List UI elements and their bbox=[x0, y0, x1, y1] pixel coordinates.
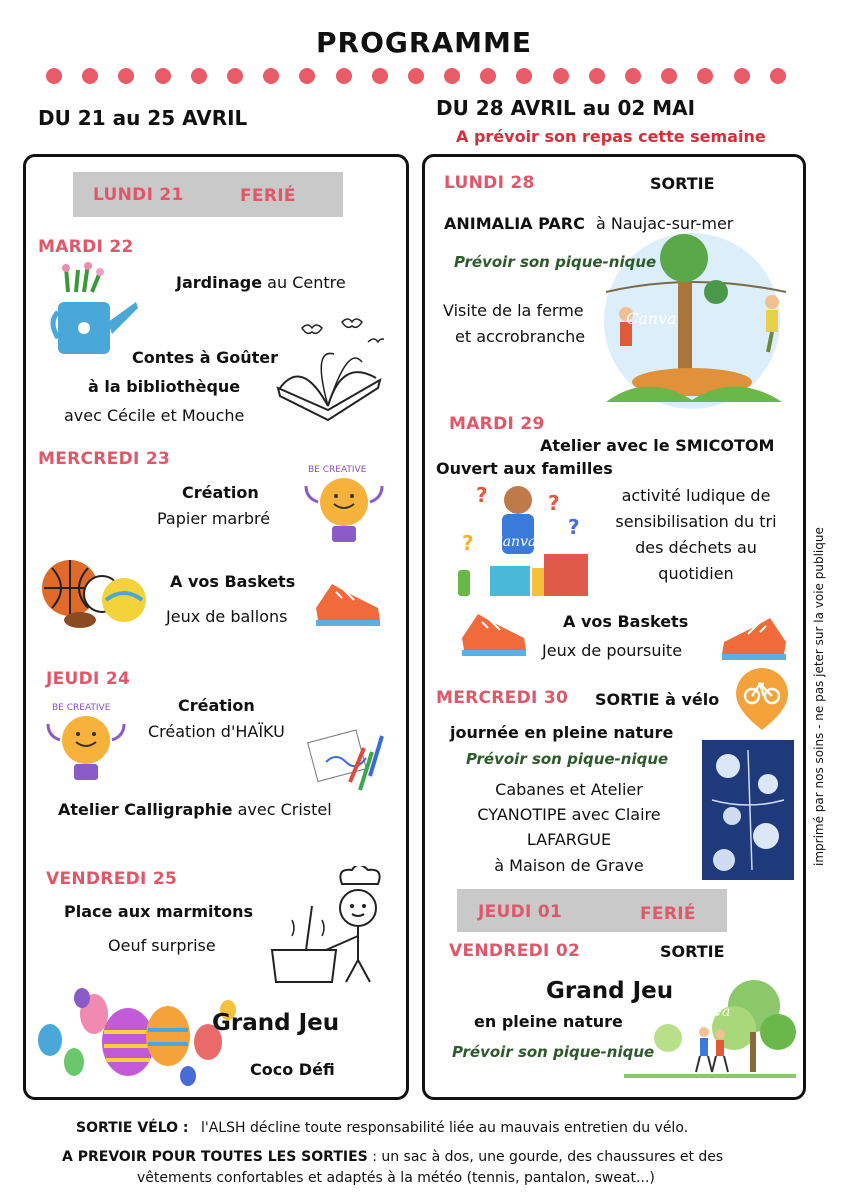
activity-contes-place: à la bibliothèque bbox=[88, 377, 241, 396]
activity-baskets2-sub: Jeux de poursuite bbox=[542, 641, 683, 660]
svg-text:Canva: Canva bbox=[492, 534, 537, 550]
sneaker-icon bbox=[458, 608, 530, 660]
desc-tri-4: quotidien bbox=[658, 564, 734, 583]
picnic-note-1: Prévoir son pique-nique bbox=[454, 253, 657, 271]
activity-jardinage bbox=[176, 273, 346, 292]
dot-divider bbox=[46, 68, 786, 86]
activity-smicotom-title: Atelier avec le SMICOTOM bbox=[540, 436, 775, 455]
ferie-tag-2: FERIÉ bbox=[640, 904, 696, 924]
activity-calligraphie-rest: avec Cristel bbox=[237, 800, 332, 819]
day-mercredi-30: MERCREDI 30 bbox=[436, 688, 569, 708]
svg-text:?: ? bbox=[462, 531, 474, 555]
footer-line-3: vêtements confortables et adaptés à la météo (tennis, pantalon, sweat...) bbox=[137, 1170, 655, 1186]
week2-note: A prévoir son repas cette semaine bbox=[456, 127, 766, 146]
activity-smicotom-sub: Ouvert aux familles bbox=[436, 459, 613, 478]
activity-calligraphie-bold: Atelier Calligraphie bbox=[58, 800, 233, 819]
desc-cabanes-2: CYANOTIPE avec Claire bbox=[477, 805, 661, 824]
balls-icon bbox=[40, 556, 152, 630]
pencils-icon bbox=[306, 722, 388, 794]
chef-icon bbox=[266, 866, 386, 984]
line-pleine-nature: journée en pleine nature bbox=[450, 723, 674, 742]
ferie-tag: FERIÉ bbox=[240, 186, 296, 206]
picnic-note-2: Prévoir son pique-nique bbox=[466, 750, 669, 768]
svg-text:BE CREATIVE: BE CREATIVE bbox=[52, 703, 111, 713]
sortie-tag-2: SORTIE bbox=[660, 942, 725, 961]
activity-creation2-sub: Création d'HAÏKU bbox=[148, 722, 285, 741]
activity-creation2-title: Création bbox=[178, 696, 255, 715]
footer-line-1 bbox=[76, 1120, 688, 1136]
place-animalia bbox=[444, 214, 733, 233]
lightbulb-icon bbox=[298, 458, 390, 550]
recycling-image bbox=[452, 480, 600, 602]
cyanotype-image bbox=[702, 740, 794, 880]
day-jeudi-01: JEUDI 01 bbox=[478, 902, 563, 922]
activity-creation-title: Création bbox=[182, 483, 259, 502]
activity-jardinage-bold: Jardinage bbox=[176, 273, 263, 292]
footer-velo-text: l'ALSH décline toute responsabilité liée au mauvais entretien du vélo. bbox=[200, 1120, 689, 1136]
footer-prevoir-label: A PREVOIR POUR TOUTES LES SORTIES bbox=[62, 1149, 368, 1165]
activity-baskets-sub: Jeux de ballons bbox=[166, 607, 288, 626]
week1-heading: DU 21 au 25 AVRIL bbox=[38, 106, 248, 130]
svg-text:Canva: Canva bbox=[626, 309, 677, 328]
footer-line-2 bbox=[62, 1149, 723, 1165]
day-mardi-22: MARDI 22 bbox=[38, 237, 134, 257]
open-book-icon bbox=[272, 318, 384, 426]
day-mercredi-23: MERCREDI 23 bbox=[38, 449, 171, 469]
desc-tri-1: activité ludique de bbox=[621, 486, 771, 505]
day-lundi-28: LUNDI 28 bbox=[444, 173, 535, 193]
day-lundi-21: LUNDI 21 bbox=[93, 185, 184, 205]
desc-tri-2: sensibilisation du tri bbox=[615, 512, 777, 531]
activity-creation-sub: Papier marbré bbox=[157, 509, 271, 528]
lightbulb-icon bbox=[40, 696, 132, 788]
activity-jardinage-rest: au Centre bbox=[267, 273, 346, 292]
desc-tri-3: des déchets au bbox=[635, 538, 757, 557]
activity-marmitons-sub: Oeuf surprise bbox=[108, 936, 216, 955]
svg-text:?: ? bbox=[568, 515, 580, 539]
watering-can-icon bbox=[48, 262, 140, 360]
side-note: imprimé par nos soins - ne pas jeter sur la voie publique bbox=[812, 527, 826, 866]
sortie-tag: SORTIE bbox=[650, 174, 715, 193]
svg-text:Canva: Canva bbox=[686, 1004, 731, 1020]
day-jeudi-24: JEUDI 24 bbox=[46, 669, 131, 689]
svg-text:?: ? bbox=[548, 491, 560, 515]
activity-calligraphie bbox=[58, 800, 332, 819]
sneaker-icon bbox=[718, 612, 790, 664]
day-mardi-29: MARDI 29 bbox=[449, 414, 545, 434]
activity-grandjeu-title: Grand Jeu bbox=[212, 1010, 340, 1036]
picnic-note-3: Prévoir son pique-nique bbox=[452, 1043, 655, 1061]
day-vendredi-25: VENDREDI 25 bbox=[46, 869, 178, 889]
desc-cabanes-4: à Maison de Grave bbox=[494, 856, 644, 875]
desc-ferme-2: et accrobranche bbox=[455, 327, 586, 346]
week2-heading: DU 28 AVRIL au 02 MAI bbox=[436, 96, 696, 120]
desc-cabanes-3: LAFARGUE bbox=[526, 830, 612, 849]
svg-text:BE CREATIVE: BE CREATIVE bbox=[308, 465, 367, 475]
activity-marmitons-title: Place aux marmitons bbox=[64, 902, 254, 921]
activity-baskets-title: A vos Baskets bbox=[170, 572, 296, 591]
desc-cabanes-1: Cabanes et Atelier bbox=[495, 780, 643, 799]
sortie-velo-tag: SORTIE à vélo bbox=[595, 690, 720, 709]
activity-grandjeu-sub: Coco Défi bbox=[250, 1060, 335, 1079]
footer-prevoir-text: : un sac à dos, une gourde, des chaussures et des bbox=[372, 1149, 724, 1165]
footer-velo-label: SORTIE VÉLO : bbox=[76, 1120, 189, 1136]
bike-icon bbox=[734, 666, 790, 732]
page-title: PROGRAMME bbox=[316, 26, 532, 59]
activity-grandjeu2-title: Grand Jeu bbox=[546, 978, 674, 1004]
activity-baskets2-title: A vos Baskets bbox=[563, 612, 689, 631]
desc-ferme-1: Visite de la ferme bbox=[443, 301, 584, 320]
day-vendredi-02: VENDREDI 02 bbox=[449, 941, 581, 961]
place-animalia-rest: à Naujac-sur-mer bbox=[595, 214, 734, 233]
activity-contes-with: avec Cécile et Mouche bbox=[64, 406, 245, 425]
svg-text:?: ? bbox=[476, 483, 488, 507]
activity-grandjeu2-sub: en pleine nature bbox=[474, 1012, 623, 1031]
place-animalia-bold: ANIMALIA PARC bbox=[444, 214, 585, 233]
activity-contes-title: Contes à Goûter bbox=[132, 348, 278, 367]
sneaker-icon bbox=[312, 578, 384, 630]
